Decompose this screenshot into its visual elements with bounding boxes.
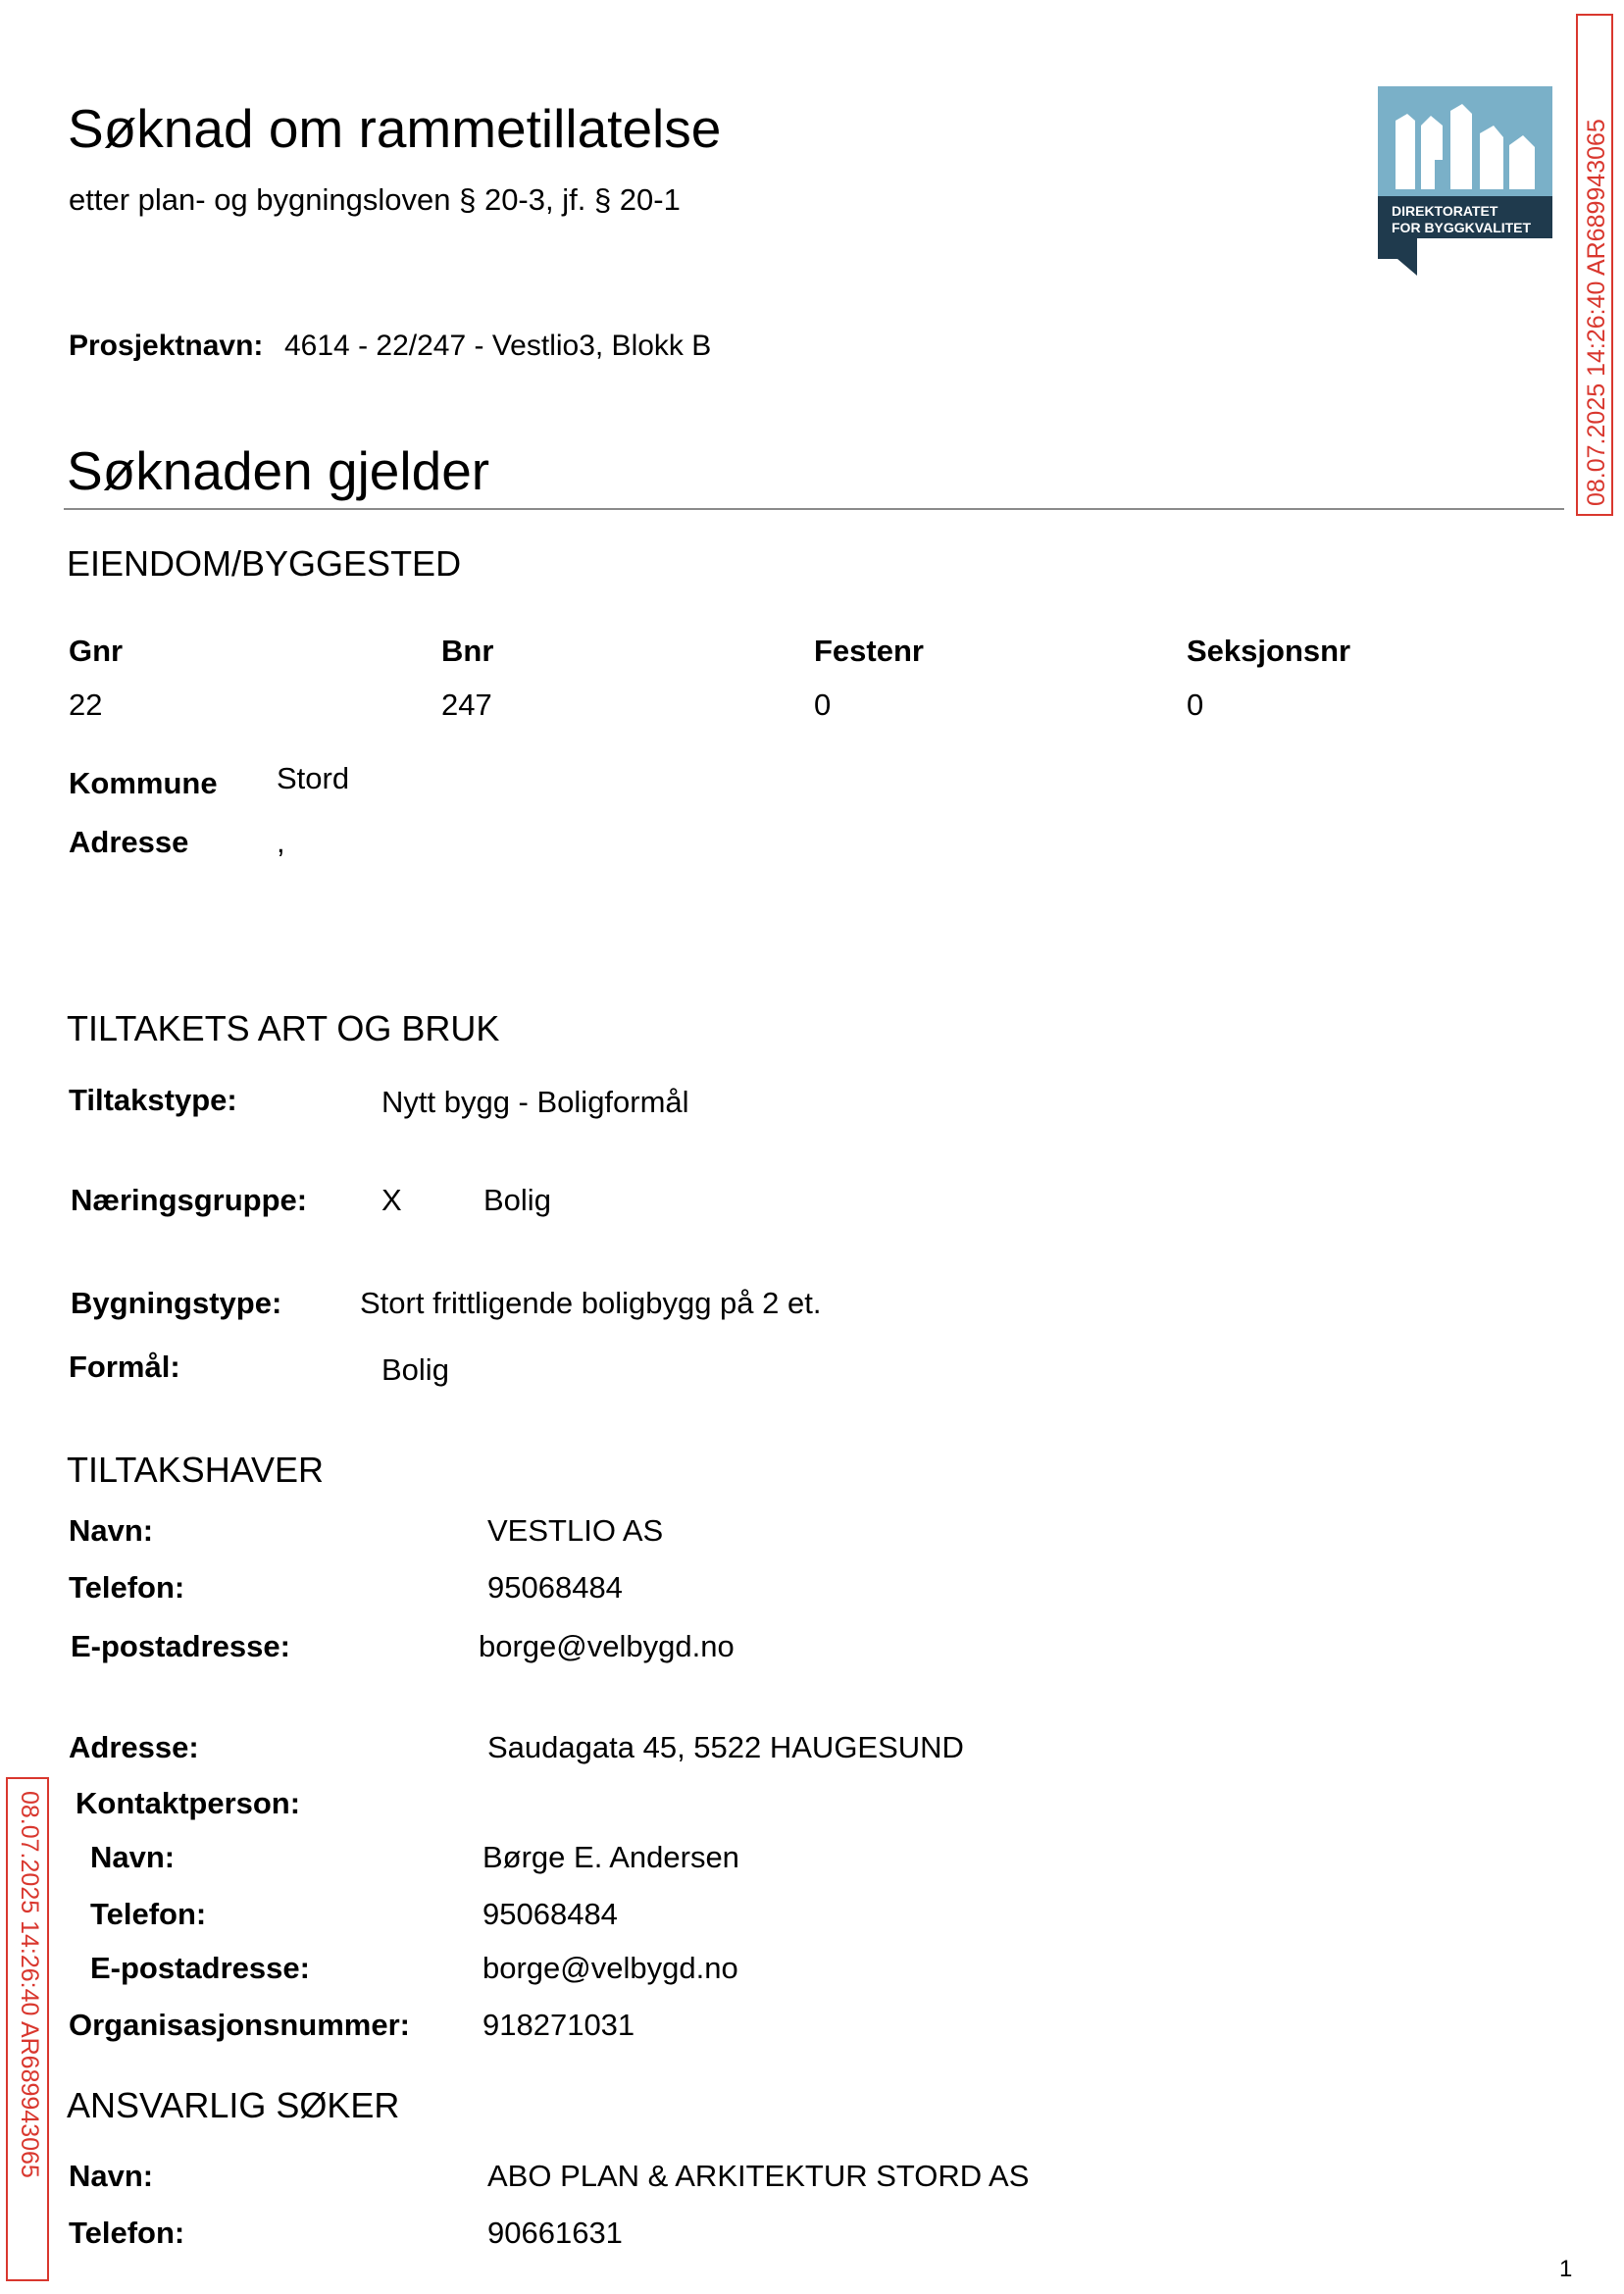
formal-label: Formål: (69, 1350, 180, 1384)
tiltakstype-value: Nytt bygg - Boligformål (381, 1085, 689, 1119)
tiltakshaver-navn-value: VESTLIO AS (487, 1513, 664, 1548)
ansvarlig-navn-value: ABO PLAN & ARKITEKTUR STORD AS (487, 2159, 1030, 2193)
tiltakshaver-adresse-value: Saudagata 45, 5522 HAUGESUND (487, 1730, 964, 1764)
tiltakstype-label: Tiltakstype: (69, 1083, 237, 1117)
kontakt-epost-value: borge@velbygd.no (482, 1951, 738, 1985)
project-value: 4614 - 22/247 - Vestlio3, Blokk B (284, 330, 712, 362)
stamp-top-text: 08.07.2025 14:26:40 AR689943065 (1583, 119, 1610, 506)
ansvarlig-navn-label: Navn: (69, 2159, 154, 2193)
festenr-value: 0 (814, 688, 832, 722)
section-rule (64, 508, 1564, 510)
stamp-bottom-text: 08.07.2025 14:26:40 AR689943065 (16, 1791, 43, 2178)
tiltakshaver-heading: TILTAKSHAVER (67, 1450, 325, 1490)
orgnr-value: 918271031 (482, 2008, 635, 2042)
document-title: Søknad om rammetillatelse (68, 98, 722, 159)
adresse-label: Adresse (69, 825, 189, 859)
naeringsgruppe-code: X (381, 1183, 402, 1217)
document-subtitle: etter plan- og bygningsloven § 20-3, jf. § 20-1 (69, 182, 681, 217)
ansvarlig-telefon-label: Telefon: (69, 2216, 185, 2250)
ansvarlig-heading: ANSVARLIG SØKER (67, 2085, 400, 2125)
tiltakshaver-epost-label: E-postadresse: (71, 1629, 290, 1663)
bnr-value: 247 (441, 688, 492, 722)
kontaktperson-label: Kontaktperson: (76, 1786, 301, 1820)
bygningstype-label: Bygningstype: (71, 1286, 282, 1320)
dibk-logo (1378, 86, 1552, 276)
stamp-bottom-left (6, 1777, 49, 2281)
kontakt-telefon-label: Telefon: (90, 1897, 207, 1931)
festenr-label: Festenr (814, 634, 924, 668)
eiendom-heading: EIENDOM/BYGGESTED (67, 543, 462, 584)
section-title: Søknaden gjelder (67, 440, 490, 501)
orgnr-label: Organisasjonsnummer: (69, 2008, 410, 2042)
tiltakshaver-adresse-label: Adresse: (69, 1730, 199, 1764)
ansvarlig-telefon-value: 90661631 (487, 2216, 623, 2250)
gnr-value: 22 (69, 688, 103, 722)
tiltakshaver-navn-label: Navn: (69, 1513, 154, 1548)
bnr-label: Bnr (441, 634, 494, 668)
bygningstype-value: Stort frittligende boligbygg på 2 et. (360, 1286, 822, 1320)
formal-value: Bolig (381, 1352, 449, 1387)
kontakt-telefon-value: 95068484 (482, 1897, 618, 1931)
stamp-top-right (1576, 14, 1613, 516)
logo-line2: FOR BYGGKVALITET (1392, 220, 1532, 235)
kontakt-navn-label: Navn: (90, 1840, 176, 1874)
naeringsgruppe-label: Næringsgruppe: (71, 1183, 308, 1217)
kontakt-epost-label: E-postadresse: (90, 1951, 310, 1985)
seksjonsnr-label: Seksjonsnr (1187, 634, 1351, 668)
page-number: 1 (1559, 2256, 1573, 2282)
kommune-value: Stord (277, 761, 350, 795)
kommune-label: Kommune (69, 766, 218, 800)
tiltakshaver-telefon-label: Telefon: (69, 1570, 185, 1605)
naeringsgruppe-value: Bolig (483, 1183, 551, 1217)
logo-line1: DIREKTORATET (1392, 203, 1498, 219)
tiltakshaver-epost-value: borge@velbygd.no (479, 1629, 735, 1663)
project-label: Prosjektnavn: (69, 330, 264, 362)
tiltak-heading: TILTAKETS ART OG BRUK (67, 1008, 500, 1048)
adresse-value: , (277, 825, 285, 859)
kontakt-navn-value: Børge E. Andersen (482, 1840, 739, 1874)
tiltakshaver-telefon-value: 95068484 (487, 1570, 623, 1605)
seksjonsnr-value: 0 (1187, 688, 1204, 722)
gnr-label: Gnr (69, 634, 124, 668)
